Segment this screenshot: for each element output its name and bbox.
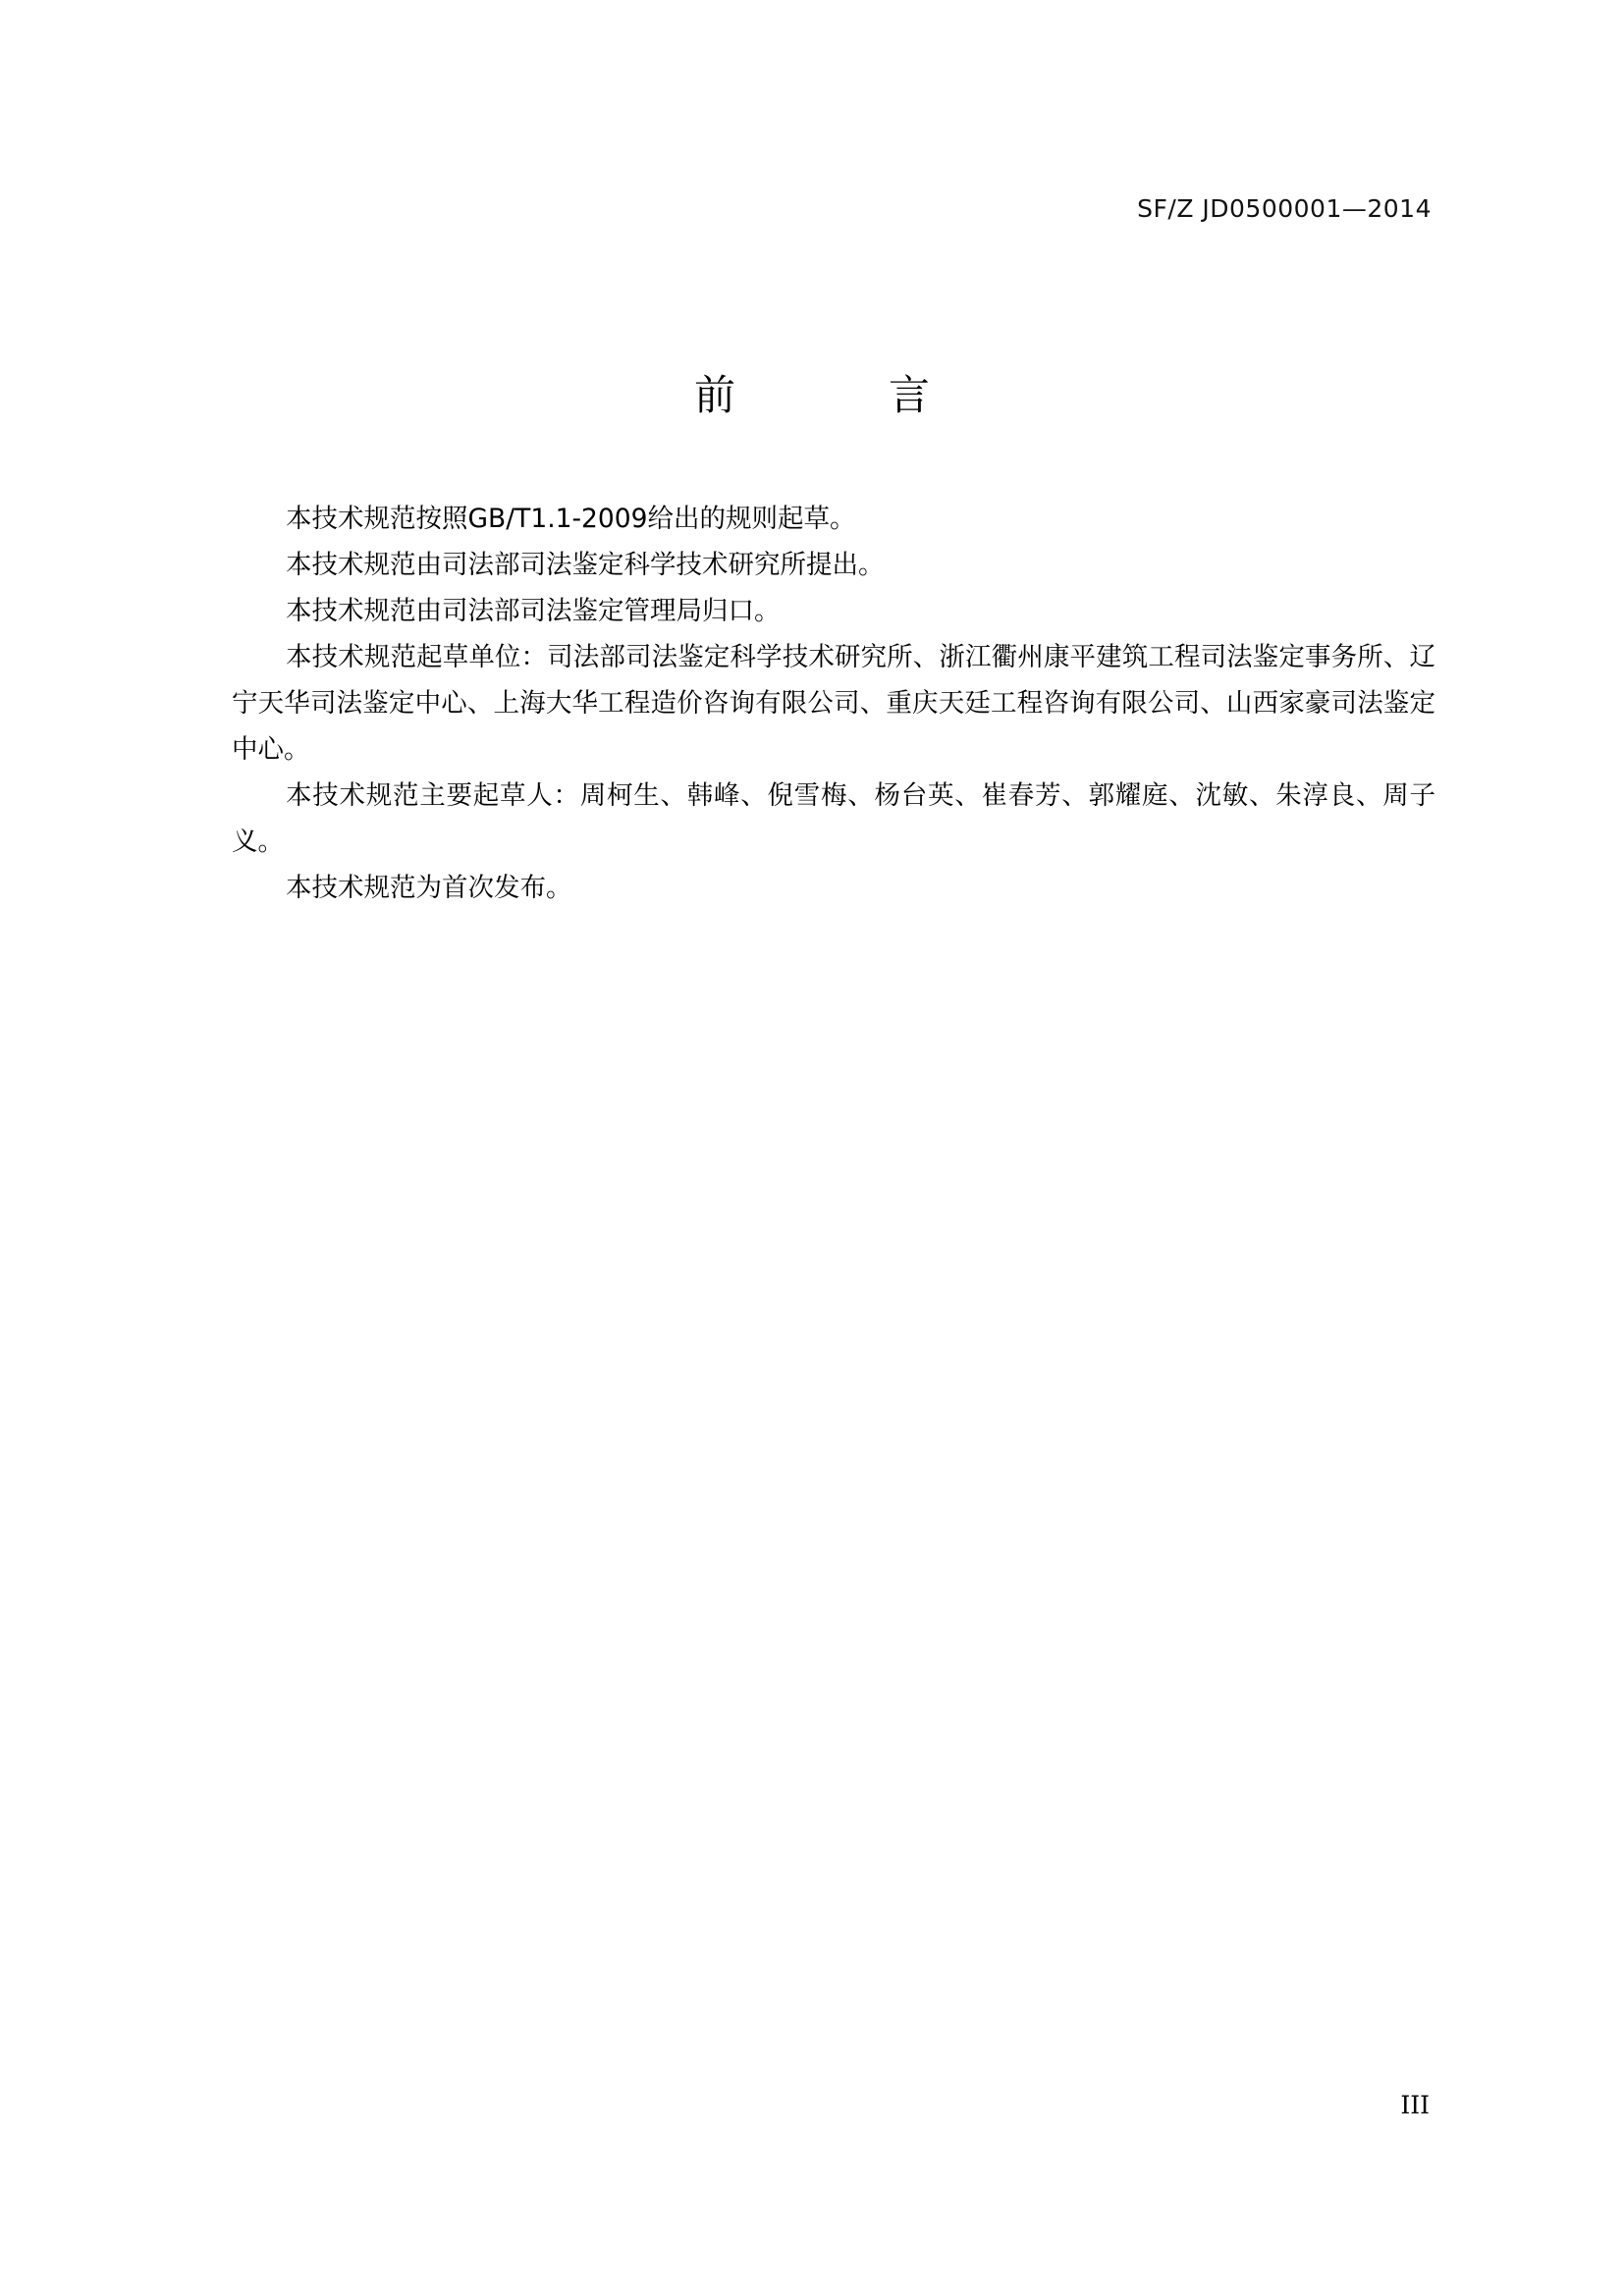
paragraph: 本技术规范主要起草人：周柯生、韩峰、倪雪梅、杨台英、崔春芳、郭耀庭、沈敏、朱淳良、周子义。 bbox=[232, 780, 1435, 857]
paragraph: 本技术规范起草单位：司法部司法鉴定科学技术研究所、浙江衢州康平建筑工程司法鉴定事务所、辽宁天华司法鉴定中心、上海大华工程造价咨询有限公司、重庆天廷工程咨询有限公司、山西家豪司法鉴定中心。 bbox=[232, 642, 1435, 765]
paragraph: 本技术规范按照GB/T1.1-2009给出的规则起草。 bbox=[286, 504, 856, 534]
paragraph: 本技术规范为首次发布。 bbox=[286, 873, 572, 903]
page-title: 前 言 bbox=[693, 371, 953, 419]
standard-number-header: SF/Z JD0500001—2014 bbox=[1137, 194, 1432, 223]
foreword-body bbox=[232, 496, 1435, 911]
paragraph: 本技术规范由司法部司法鉴定管理局归口。 bbox=[286, 596, 781, 626]
page-number: III bbox=[1400, 2091, 1430, 2119]
paragraph: 本技术规范由司法部司法鉴定科学技术研究所提出。 bbox=[286, 550, 885, 580]
